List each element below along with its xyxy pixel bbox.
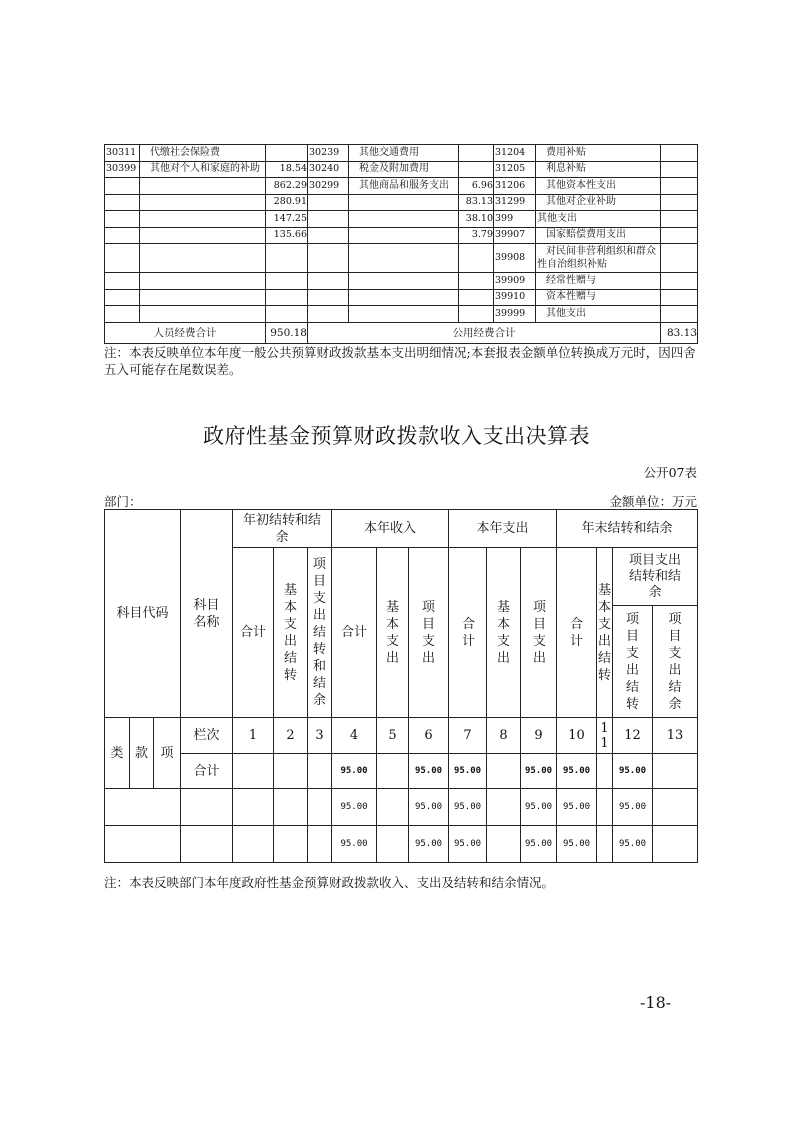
expense-amount: 38.10: [459, 211, 494, 228]
expense-name: 其他对企业补助: [536, 194, 661, 211]
expense-name: [140, 227, 266, 244]
col-number: 2: [274, 718, 308, 754]
table-row: [105, 211, 698, 228]
expense-code: [105, 227, 140, 244]
header-begin-group: 年初结转和结余: [233, 510, 332, 548]
amount-cell: 95.00: [521, 826, 557, 863]
expense-name: 对民间非营利组织和群众性自治组织补贴: [536, 244, 661, 273]
header-income-total: 合计: [332, 548, 377, 718]
header-end-group: 年末结转和结余: [557, 510, 698, 548]
table-row: [105, 789, 698, 826]
expense-code: [308, 244, 349, 273]
total-cell: [274, 754, 308, 789]
expense-name: [349, 227, 459, 244]
page-title: 政府性基金预算财政拨款收入支出决算表: [203, 424, 590, 448]
total-cell: [487, 754, 521, 789]
expense-amount: [266, 306, 308, 323]
public-total-value: 83.13: [661, 322, 698, 343]
expense-code: 39907: [494, 227, 536, 244]
expense-amount: 6.96: [459, 178, 494, 195]
expense-code: 31204: [494, 145, 536, 162]
totals-row: [105, 322, 698, 343]
expense-name: 其他交通费用: [349, 145, 459, 162]
col-number: 4: [332, 718, 377, 754]
amount-cell: [653, 789, 698, 826]
table-row: [105, 826, 698, 863]
expense-amount: 862.29: [266, 178, 308, 195]
amount-cell: [233, 789, 274, 826]
amount-cell: [274, 826, 308, 863]
amount-cell: [274, 789, 308, 826]
expense-code: [105, 289, 140, 306]
total-row-label: 合计: [181, 754, 233, 789]
expense-amount: 147.25: [266, 211, 308, 228]
header-expense-project: 项目支出: [521, 548, 557, 718]
header-begin-total: 合计: [233, 548, 274, 718]
table-row: [105, 194, 698, 211]
expense-amount: [266, 145, 308, 162]
expense-amount: [661, 178, 698, 195]
col-number: 13: [653, 718, 698, 754]
table-row: [105, 273, 698, 290]
expense-code: 31206: [494, 178, 536, 195]
header-xiang: 项: [154, 718, 181, 789]
expense-name: 其他对个人和家庭的补助: [140, 161, 266, 178]
expense-amount: [266, 244, 308, 273]
table-row: [105, 161, 698, 178]
header-end-basic-carry: 基本支出结转: [597, 548, 613, 718]
header-expense-total: 合计: [449, 548, 487, 718]
table-row: [105, 244, 698, 273]
expense-amount: [459, 145, 494, 162]
expense-name: [140, 273, 266, 290]
total-cell: 95.00: [521, 754, 557, 789]
header-col-label: 栏次: [181, 718, 233, 754]
expense-amount: [459, 161, 494, 178]
expense-name: [140, 244, 266, 273]
total-cell: 95.00: [449, 754, 487, 789]
subject-name: [181, 789, 233, 826]
amount-cell: 95.00: [521, 789, 557, 826]
total-cell: [233, 754, 274, 789]
amount-cell: [233, 826, 274, 863]
col-number: 1: [233, 718, 274, 754]
expense-code: [105, 273, 140, 290]
expense-name: 其他支出: [536, 306, 661, 323]
header-income-project: 项目支出: [409, 548, 449, 718]
expense-code: [308, 289, 349, 306]
header-end-project-group: 项目支出结转和结余: [613, 548, 698, 606]
expense-code: [105, 194, 140, 211]
expense-name: [140, 306, 266, 323]
header-name: 科目名称: [181, 510, 233, 718]
header-expense-basic: 基本支出: [487, 548, 521, 718]
header-code: 科目代码: [105, 510, 181, 718]
amount-cell: [487, 826, 521, 863]
amount-cell: [377, 826, 409, 863]
amount-cell: [597, 789, 613, 826]
expense-name: 资本性赠与: [536, 289, 661, 306]
amount-cell: 95.00: [449, 789, 487, 826]
expense-name: 费用补贴: [536, 145, 661, 162]
table-row: [105, 227, 698, 244]
amount-cell: 95.00: [332, 826, 377, 863]
expense-name: 利息补贴: [536, 161, 661, 178]
col-number: 8: [487, 718, 521, 754]
total-cell: [308, 754, 332, 789]
expense-code: [105, 244, 140, 273]
expense-code: 31299: [494, 194, 536, 211]
amount-cell: 95.00: [409, 826, 449, 863]
amount-cell: 95.00: [449, 826, 487, 863]
personnel-total-label: 人员经费合计: [105, 322, 266, 343]
header-begin-basic-carry: 基本支出结转: [274, 548, 308, 718]
total-cell: 95.00: [332, 754, 377, 789]
amount-cell: 95.00: [613, 826, 653, 863]
expense-name: 税金及附加费用: [349, 161, 459, 178]
expense-code: [105, 178, 140, 195]
amount-cell: 95.00: [409, 789, 449, 826]
col-number: 7: [449, 718, 487, 754]
expense-amount: [459, 306, 494, 323]
expense-name: [349, 306, 459, 323]
expense-amount: 280.91: [266, 194, 308, 211]
expense-amount: 3.79: [459, 227, 494, 244]
col-number: 3: [308, 718, 332, 754]
expense-name: [349, 289, 459, 306]
department-label: 部门：: [104, 494, 142, 509]
page-number: -18-: [640, 993, 672, 1012]
table-row: [105, 289, 698, 306]
table-row: [105, 306, 698, 323]
header-end-project-balance: 项目支出结余: [653, 606, 698, 718]
total-cell: 95.00: [409, 754, 449, 789]
personnel-total-value: 950.18: [266, 322, 308, 343]
amount-cell: [377, 789, 409, 826]
expense-code: [105, 306, 140, 323]
expense-amount: [459, 244, 494, 273]
expense-code: 39910: [494, 289, 536, 306]
header-income-group: 本年收入: [332, 510, 449, 548]
expense-code: 39909: [494, 273, 536, 290]
expense-code: [308, 306, 349, 323]
amount-cell: 95.00: [557, 789, 597, 826]
expense-code: [308, 194, 349, 211]
expense-code: [105, 211, 140, 228]
header-end-total: 合计: [557, 548, 597, 718]
col-number: 5: [377, 718, 409, 754]
amount-cell: [487, 789, 521, 826]
header-expense-group: 本年支出: [449, 510, 557, 548]
expense-name: 其他支出: [536, 211, 661, 228]
column-number-row: [105, 718, 698, 754]
header-begin-project-carry-balance: 项目支出结转和结余: [308, 548, 332, 718]
expense-amount: [661, 289, 698, 306]
expense-name: [140, 211, 266, 228]
total-cell: 95.00: [557, 754, 597, 789]
table-number: 公开07表: [643, 465, 697, 480]
amount-unit-label: 金额单位：万元: [609, 494, 697, 509]
expense-amount: 83.13: [459, 194, 494, 211]
amount-cell: 95.00: [557, 826, 597, 863]
subject-code: [105, 789, 181, 826]
expense-amount: [661, 244, 698, 273]
amount-cell: [308, 789, 332, 826]
expense-code: [308, 211, 349, 228]
note-gov-fund: 注：本表反映部门本年度政府性基金预算财政拨款收入、支出及结转和结余情况。: [104, 875, 555, 890]
header-lei: 类: [105, 718, 130, 789]
expense-code: 39999: [494, 306, 536, 323]
expense-name: 其他资本性支出: [536, 178, 661, 195]
amount-cell: 95.00: [332, 789, 377, 826]
expense-name: [140, 178, 266, 195]
expense-code: 30399: [105, 161, 140, 178]
expense-amount: [661, 194, 698, 211]
amount-cell: [653, 826, 698, 863]
note-basic-expense: 注：本表反映单位本年度一般公共预算财政拨款基本支出明细情况;本套报表金额单位转换成万元时，因四舍五入可能存在尾数误差。: [104, 345, 696, 377]
expense-code: 30239: [308, 145, 349, 162]
expense-name: 代缴社会保险费: [140, 145, 266, 162]
total-cell: [377, 754, 409, 789]
expense-amount: [459, 289, 494, 306]
expense-name: 经常性赠与: [536, 273, 661, 290]
header-kuan: 款: [130, 718, 154, 789]
col-number: 9: [521, 718, 557, 754]
public-total-label: 公用经费合计: [308, 322, 661, 343]
expense-name: [349, 244, 459, 273]
amount-cell: [308, 826, 332, 863]
expense-amount: [661, 161, 698, 178]
total-cell: 95.00: [613, 754, 653, 789]
subject-code: [105, 826, 181, 863]
expense-code: 31205: [494, 161, 536, 178]
expense-amount: [266, 289, 308, 306]
col-number: 10: [557, 718, 597, 754]
expense-amount: [459, 273, 494, 290]
expense-name: [349, 194, 459, 211]
total-cell: [653, 754, 698, 789]
expense-name: [140, 289, 266, 306]
header-end-project-carry: 项目支出结转: [613, 606, 653, 718]
expense-amount: [661, 273, 698, 290]
total-cell: [597, 754, 613, 789]
amount-cell: [597, 826, 613, 863]
expense-amount: [661, 211, 698, 228]
total-row: [105, 754, 698, 789]
expense-code: 30311: [105, 145, 140, 162]
table-row: [105, 145, 698, 162]
expense-code: [308, 227, 349, 244]
col-number: 11: [597, 718, 613, 754]
expense-name: [140, 194, 266, 211]
expense-code: 399: [494, 211, 536, 228]
expense-amount: [661, 227, 698, 244]
table-row: [105, 178, 698, 195]
expense-code: 30299: [308, 178, 349, 195]
expense-amount: 135.66: [266, 227, 308, 244]
expense-name: 其他商品和服务支出: [349, 178, 459, 195]
expense-name: 国家赔偿费用支出: [536, 227, 661, 244]
expense-code: 39908: [494, 244, 536, 273]
col-number: 12: [613, 718, 653, 754]
amount-cell: 95.00: [613, 789, 653, 826]
col-number: 6: [409, 718, 449, 754]
expense-amount: [661, 145, 698, 162]
expense-amount: 18.54: [266, 161, 308, 178]
expense-code: [308, 273, 349, 290]
expense-name: [349, 273, 459, 290]
basic-expense-detail-table: [104, 144, 698, 344]
expense-code: 30240: [308, 161, 349, 178]
subject-name: [181, 826, 233, 863]
header-income-basic: 基本支出: [377, 548, 409, 718]
expense-amount: [266, 273, 308, 290]
gov-fund-budget-table: [104, 509, 698, 863]
expense-name: [349, 211, 459, 228]
expense-amount: [661, 306, 698, 323]
